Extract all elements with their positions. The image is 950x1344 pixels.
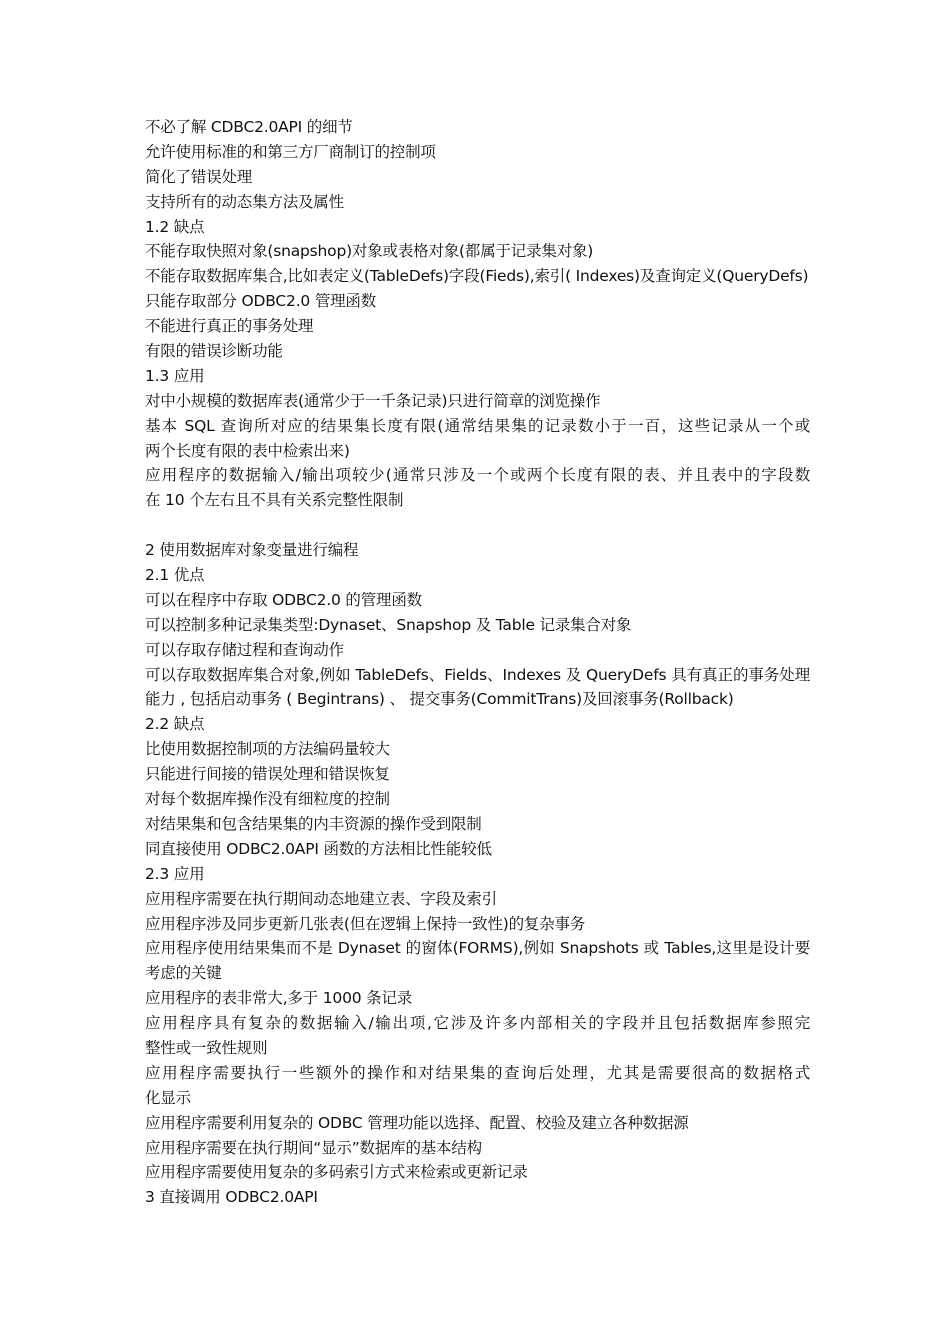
text-line: 可以在程序中存取 ODBC2.0 的管理函数 [145,590,422,609]
section-heading: 2.1 优点 [145,566,205,585]
text-line: 不能进行真正的事务处理 [145,317,314,336]
text-line: 应用程序需要使用复杂的多码索引方式来检索或更新记录 [145,1163,528,1182]
text-line: 有限的错误诊断功能 [145,342,283,361]
text-line: 只能进行间接的错误处理和错误恢复 [145,765,390,784]
text-line: 应用程序需要利用复杂的 ODBC 管理功能以选择、配置、校验及建立各种数据源 [145,1113,689,1132]
text-line: 对每个数据库操作没有细粒度的控制 [145,790,390,809]
text-line: 应用程序需要在执行期间动态地建立表、字段及索引 [145,889,497,908]
text-line: 不能存取数据库集合,比如表定义(TableDefs)字段(Fieds),索引( Indexes)及查询定义(QueryDefs) [145,267,809,286]
section-heading: 2 使用数据库对象变量进行编程 [145,541,359,560]
text-line: 简化了错误处理 [145,167,253,186]
text-line: 化显示 [145,1088,191,1107]
text-line: 应用程序使用结果集而不是 Dynaset 的窗体(FORMS),例如 Snapshots 或 Tables,这里是设计要 [145,939,810,958]
section-heading: 1.3 应用 [145,366,205,385]
text-line: 考虑的关键 [145,964,222,983]
text-line: 整性或一致性规则 [145,1038,268,1057]
text-line: 不能存取快照对象(snapshop)对象或表格对象(都属于记录集对象) [145,242,594,261]
blank-line [145,513,810,538]
text-line: 应用程序需要在执行期间“显示”数据库的基本结构 [145,1138,482,1157]
section-heading: 3 直接调用 ODBC2.0API [145,1188,318,1207]
text-line: 应用程序涉及同步更新几张表(但在逻辑上保持一致性)的复杂事务 [145,914,586,933]
text-line: 支持所有的动态集方法及属性 [145,192,344,211]
section-heading: 2.2 缺点 [145,715,205,734]
text-line: 两个长度有限的表中检索出来) [145,441,350,460]
text-line: 可以控制多种记录集类型:Dynaset、Snapshop 及 Table 记录集合对象 [145,615,632,634]
text-line: 同直接使用 ODBC2.0API 函数的方法相比性能较低 [145,839,492,858]
text-line: 允许使用标准的和第三方厂商制订的控制项 [145,142,436,161]
text-line: 可以存取数据库集合对象,例如 TableDefs、Fields、Indexes 及 QueryDefs 具有真正的事务处理 [145,665,810,684]
text-line: 比使用数据控制项的方法编码量较大 [145,740,390,759]
section-heading: 1.2 缺点 [145,217,205,236]
text-line: 在 10 个左右且不具有关系完整性限制 [145,491,404,510]
text-line: 应用程序具有复杂的数据输入/输出项,它涉及许多内部相关的字段并且包括数据库参照完 [145,1014,810,1033]
text-line: 只能存取部分 ODBC2.0 管理函数 [145,292,377,311]
text-line: 对中小规模的数据库表(通常少于一千条记录)只进行简章的浏览操作 [145,391,601,410]
text-line: 基本 SQL 查询所对应的结果集长度有限(通常结果集的记录数小于一百，这些记录从一个或 [145,416,810,435]
text-line: 应用程序的表非常大,多于 1000 条记录 [145,989,413,1008]
section-heading: 2.3 应用 [145,864,205,883]
text-line: 应用程序需要执行一些额外的操作和对结果集的查询后处理，尤其是需要很高的数据格式 [145,1063,810,1082]
text-line: 能力 , 包括启动事务 ( Begintrans) 、 提交事务(CommitTrans)及回滚事务(Rollback) [145,690,734,709]
text-line: 不必了解 CDBC2.0API 的细节 [145,118,353,136]
text-line: 应用程序的数据输入/输出项较少(通常只涉及一个或两个长度有限的表、并且表中的字段数 [145,466,810,485]
text-line: 可以存取存储过程和查询动作 [145,640,344,659]
text-line: 对结果集和包含结果集的内丰资源的操作受到限制 [145,814,482,833]
document-body [145,115,810,1210]
